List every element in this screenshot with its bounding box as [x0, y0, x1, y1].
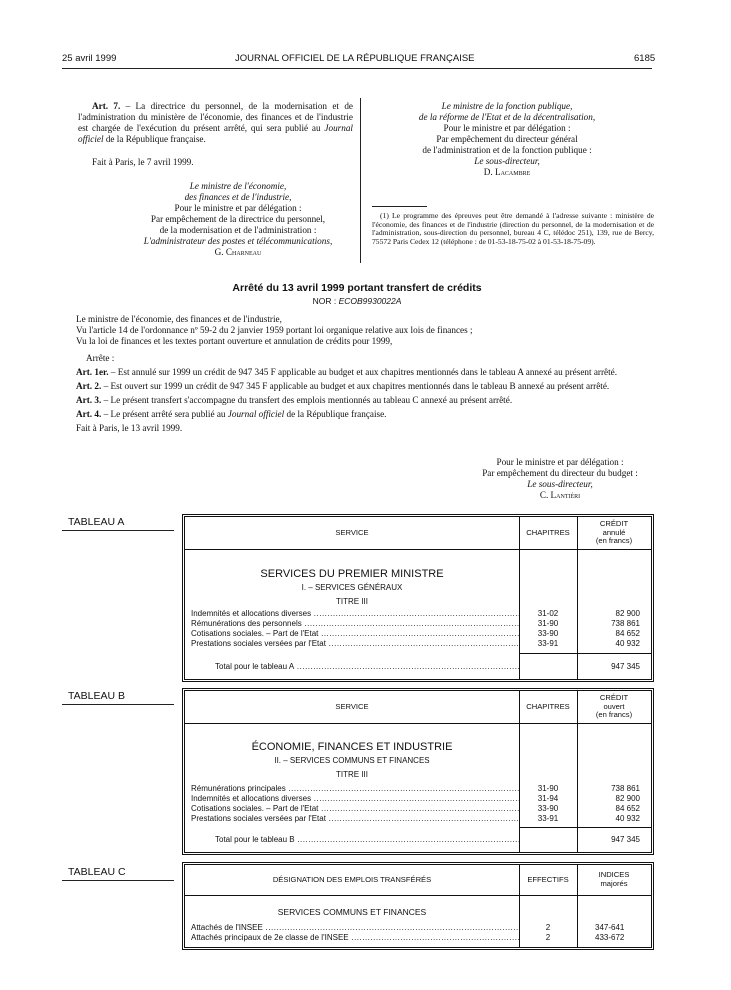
subsection-title: I. – SERVICES GÉNÉRAUX	[301, 583, 403, 592]
art3-label: Art. 3.	[76, 395, 102, 405]
arrete-fait: Fait à Paris, le 13 avril 1999.	[76, 423, 183, 433]
col-designation: DÉSIGNATION DES EMPLOIS TRANSFÉRÉS	[272, 875, 432, 884]
article-7-jo: Journal officiel	[78, 123, 353, 144]
fait-left: Fait à Paris, le 7 avril 1999.	[92, 157, 194, 167]
table-row-montant: 82 900	[615, 794, 640, 803]
art2-text: – Est ouvert sur 1999 un crédit de 947 345 F applicable au budget et aux chapitres mentionnés dans le tableau B annexé au présent arrêté.	[101, 381, 610, 391]
table-row-chapitre: 33-90	[537, 629, 559, 638]
arrete-word: Arrête :	[86, 353, 115, 363]
table-row-chapitre: 31-90	[537, 784, 559, 793]
table-row-chapitre: 33-91	[537, 814, 559, 823]
col-credit-1: CRÉDIT	[599, 519, 629, 528]
col-credit-2: ouvert	[603, 701, 625, 711]
titre: TITRE III	[336, 770, 368, 779]
article-7-text: – La directrice du personnel, de la modernisation et de l'administration du ministère de l'économie, des finances et de l'industrie est chargée de l'exécution du présent arrêté, qui sera publié au	[78, 101, 353, 133]
tableau-b-label: TABLEAU B	[68, 690, 125, 702]
sig-right-4: Par empêchement du directeur général	[436, 134, 578, 144]
section-title: ÉCONOMIE, FINANCES ET INDUSTRIE	[251, 741, 453, 753]
arrete-p1: Le ministre de l'économie, des finances et de l'industrie,	[76, 314, 282, 324]
art1-label: Art. 1er.	[76, 367, 109, 377]
table-row-chapitre: 33-91	[537, 639, 559, 648]
tableau-c	[184, 864, 652, 948]
total-value: 947 345	[611, 835, 640, 844]
sig-right-7: D. Lacambre	[483, 167, 531, 177]
section-title: SERVICES DU PREMIER MINISTRE	[260, 568, 444, 580]
arrete-sig-1: Pour le ministre et par délégation :	[496, 457, 624, 467]
table-row-effectifs: 2	[545, 933, 551, 942]
sig-left-2: des finances et de l'industrie,	[184, 192, 292, 202]
col-indices	[577, 871, 651, 888]
sig-left-1: Le ministre de l'économie,	[189, 181, 287, 191]
sig-right-6: Le sous-directeur,	[474, 156, 540, 166]
table-row-indices: 347-641	[595, 923, 625, 932]
table-row-chapitre: 31-94	[537, 794, 559, 803]
table-row-label: Rémunérations principales .....	[191, 784, 519, 794]
arrete-signature	[450, 457, 670, 501]
tableau-a	[184, 516, 652, 680]
table-row-montant: 40 932	[615, 814, 640, 823]
col-credit-2: annulé	[602, 527, 626, 537]
section-title: SERVICES COMMUNS ET FINANCES	[277, 907, 427, 917]
sig-left-5: de la modernisation et de l'administration :	[159, 225, 317, 235]
total-value: 947 345	[611, 662, 640, 671]
article-7	[78, 101, 353, 145]
art3-text: – Le présent transfert s'accompagne du transfert des emplois mentionnés au tableau C annexé au présent arrêté.	[101, 395, 513, 405]
table-row-label: Attachés principaux de 2e classe de l'INSEE .....	[191, 933, 519, 943]
table-row-chapitre: 33-90	[537, 804, 559, 813]
art4-label: Art. 4.	[76, 409, 102, 419]
table-row-label: Attachés de l'INSEE .....	[191, 923, 519, 933]
col-credit-3: (en francs)	[595, 710, 633, 719]
art4-jo: Journal officiel	[227, 409, 285, 419]
table-row-label: Prestations sociales versées par l'Etat .....	[191, 814, 519, 824]
table-row-indices: 433-672	[595, 933, 625, 942]
table-row-montant: 84 652	[615, 804, 640, 813]
arrete-sig-2: Par empêchement du directeur du budget :	[482, 468, 638, 478]
nor-code: ECOB9930022A	[338, 296, 402, 306]
total-label: Total pour le tableau A .....	[215, 662, 519, 672]
tableau-a-label-rule	[62, 530, 174, 531]
col-indices-1: INDICES	[598, 870, 630, 879]
sig-right-1: Le ministre de la fonction publique,	[441, 101, 573, 111]
table-row-label: Cotisations sociales. – Part de l'Etat .....	[191, 629, 519, 639]
col-credit	[577, 694, 651, 720]
arrete-p3: Vu la loi de finances et les textes portant ouverture et annulation de crédits pour 1999,	[76, 336, 393, 346]
art4-text-1: – Le présent arrêté sera publié au	[101, 409, 228, 419]
col-credit	[577, 520, 651, 546]
sig-left-4: Par empêchement de la directrice du personnel,	[150, 214, 326, 224]
table-row-label: Rémunérations des personnels .....	[191, 619, 519, 629]
sig-left-7: G. Charneau	[214, 247, 262, 257]
col-chapitres: CHAPITRES	[526, 528, 570, 537]
table-row-montant: 738 861	[611, 784, 640, 793]
art4-text-2: de la République française.	[284, 409, 387, 419]
table-row-label: Indemnités et allocations diverses .....	[191, 794, 519, 804]
col-credit-3: (en francs)	[595, 536, 633, 545]
tableau-c-label-rule	[62, 880, 174, 881]
sig-right-3: Pour le ministre et par délégation :	[443, 123, 571, 133]
arrete-title: Arrêté du 13 avril 1999 portant transfert de crédits	[232, 282, 482, 294]
col-service: SERVICE	[335, 702, 369, 711]
table-row-montant: 738 861	[611, 619, 640, 628]
col-service: SERVICE	[335, 528, 369, 537]
article-7-label: Art. 7.	[92, 101, 121, 111]
signature-right	[362, 101, 652, 178]
article-7-end: de la République française.	[103, 134, 206, 144]
nor-label: NOR :	[312, 296, 339, 306]
tableau-b	[184, 690, 652, 853]
col-indices-2: majorés	[600, 878, 628, 888]
column-separator	[360, 98, 361, 263]
sig-right-5: de l'administration et de la fonction publique :	[422, 145, 592, 155]
arrete-body	[62, 314, 652, 434]
tableau-c-label: TABLEAU C	[68, 866, 126, 878]
tableau-a-label: TABLEAU A	[68, 516, 125, 528]
nor	[62, 296, 652, 306]
art1-text: – Est annulé sur 1999 un crédit de 947 345 F applicable au budget et aux chapitres mentionnés dans le tableau A annexé au présent arrêté.	[108, 367, 618, 377]
tableau-b-label-rule	[62, 704, 174, 705]
header-rule	[62, 68, 652, 69]
table-row-label: Prestations sociales versées par l'Etat .....	[191, 639, 519, 649]
table-row-label: Indemnités et allocations diverses .....	[191, 609, 519, 619]
table-row-effectifs: 2	[545, 923, 551, 932]
sig-left-3: Pour le ministre et par délégation :	[174, 203, 302, 213]
col-effectifs: EFFECTIFS	[527, 875, 569, 884]
sig-left-6: L'administrateur des postes et télécommunications,	[143, 236, 333, 246]
page-number: 6185	[634, 53, 656, 64]
col-chapitres: CHAPITRES	[526, 702, 570, 711]
journal-title: JOURNAL OFFICIEL DE LA RÉPUBLIQUE FRANÇAISE	[235, 53, 475, 64]
table-row-chapitre: 31-90	[537, 619, 559, 628]
table-row-chapitre: 31-02	[537, 609, 559, 618]
total-label: Total pour le tableau B .....	[215, 835, 519, 845]
footnote: (1) Le programme des épreuves peut être demandé à l'adresse suivante : ministère de l'économie, des finances et de l'industrie (direction du personnel, de la modernisation et de l'administration, sous-direction du personnel, bureau 4 C, télédoc 251), 139, rue de Bercy, 75572 Paris Cedex 12 (téléphone : de 01-53-18-75-02 à 01-53-18-75-09).	[372, 211, 654, 246]
table-row-montant: 40 932	[615, 639, 640, 648]
table-row-montant: 82 900	[615, 609, 640, 618]
arrete-sig-4: C. Lantiéri	[539, 490, 581, 500]
art2-label: Art. 2.	[76, 381, 102, 391]
sig-right-2: de la réforme de l'Etat et de la décentralisation,	[418, 112, 596, 122]
signature-left	[118, 181, 358, 258]
table-row-montant: 84 652	[615, 629, 640, 638]
arrete-p2: Vu l'article 14 de l'ordonnance nº 59-2 du 2 janvier 1959 portant loi organique relative aux lois de finances ;	[76, 325, 473, 335]
col-credit-1: CRÉDIT	[599, 693, 629, 702]
footnote-rule	[372, 206, 427, 207]
titre: TITRE III	[336, 597, 368, 606]
table-row-label: Cotisations sociales. – Part de l'Etat .....	[191, 804, 519, 814]
header-date: 25 avril 1999	[62, 53, 117, 64]
arrete-sig-3: Le sous-directeur,	[527, 479, 593, 489]
subsection-title: II. – SERVICES COMMUNS ET FINANCES	[274, 756, 430, 765]
